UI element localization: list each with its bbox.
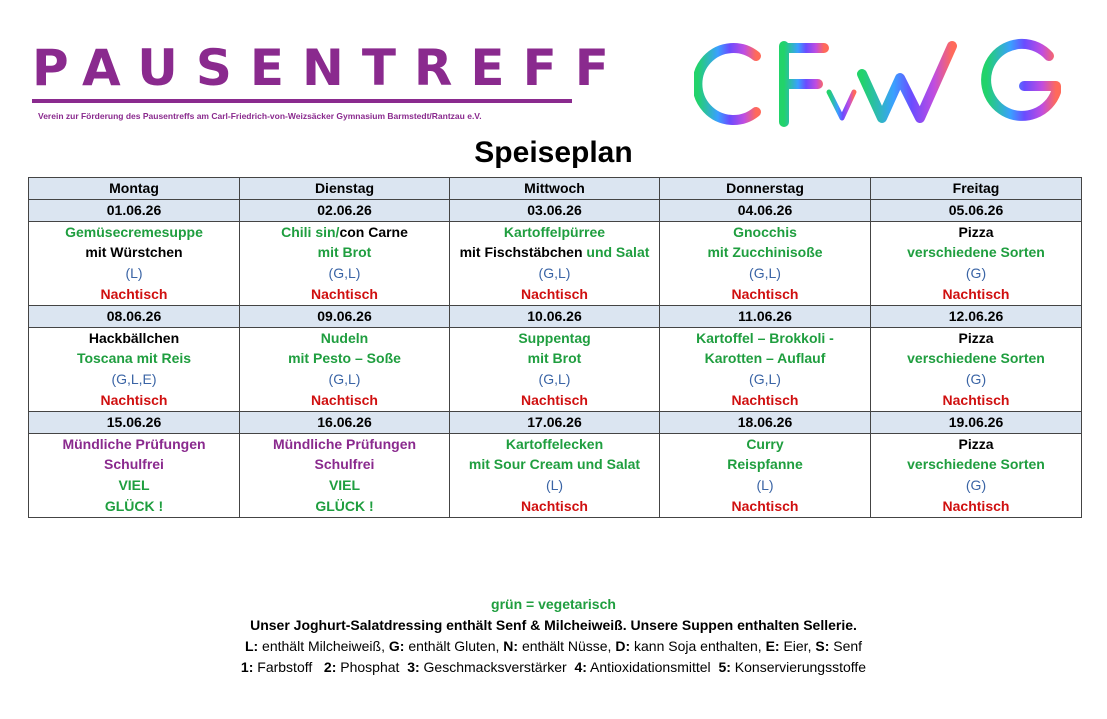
meal-plan-table	[28, 177, 1082, 518]
date-row	[29, 199, 1082, 221]
meal-cell	[240, 327, 450, 348]
date-cell: 19.06.26	[871, 411, 1082, 433]
meal-line-row	[29, 221, 1082, 242]
meal-text: (G,L)	[538, 371, 571, 388]
meal-line-row	[29, 327, 1082, 348]
date-cell: 18.06.26	[660, 411, 871, 433]
legend-value: Konservierungsstoffe	[730, 659, 867, 675]
meal-text: mit Würstchen	[85, 244, 183, 261]
meal-cell	[450, 390, 660, 411]
legend-value: Antioxidationsmittel	[586, 659, 719, 675]
meal-cell	[29, 496, 240, 517]
meal-cell	[871, 327, 1082, 348]
meal-cell	[871, 348, 1082, 369]
meal-cell	[450, 284, 660, 305]
meal-text: (L)	[545, 477, 564, 494]
meal-cell	[660, 433, 871, 454]
legend-key: L:	[244, 638, 259, 654]
meal-cell	[450, 221, 660, 242]
meal-cell	[871, 496, 1082, 517]
meal-cell	[29, 284, 240, 305]
meal-cell	[29, 242, 240, 263]
brand-header	[32, 38, 627, 121]
meal-cell	[660, 496, 871, 517]
date-cell: 05.06.26	[871, 199, 1082, 221]
meal-text: verschiedene Sorten	[907, 350, 1045, 367]
meal-text: Nachtisch	[311, 391, 378, 408]
meal-cell	[871, 242, 1082, 263]
meal-text: Suppentag	[518, 329, 591, 346]
date-cell: 02.06.26	[240, 199, 450, 221]
legend-key: 1:	[240, 659, 254, 675]
date-cell: 12.06.26	[871, 305, 1082, 327]
meal-text: mit Pesto – Soße	[288, 350, 401, 367]
meal-text: Nachtisch	[100, 391, 168, 408]
meal-text: Nachtisch	[942, 497, 1010, 514]
brand-underline	[32, 99, 572, 103]
meal-cell	[450, 327, 660, 348]
legend-dressing-note: Unser Joghurt-Salatdressing enthält Senf & Milcheiweiß. Unsere Suppen enthalten Sellerie.	[250, 617, 857, 633]
meal-text: Nachtisch	[521, 497, 588, 514]
weekday-header-row	[29, 178, 1082, 200]
legend-value: Geschmacksverstärker	[419, 659, 575, 675]
meal-text: mit Fischstäbchen	[459, 244, 587, 261]
meal-text: (G,L)	[328, 265, 361, 282]
meal-text: Karotten – Auflauf	[704, 350, 826, 367]
meal-cell	[660, 221, 871, 242]
meal-cell	[29, 454, 240, 475]
legend-value: Farbstoff	[253, 659, 324, 675]
meal-text: Nachtisch	[731, 497, 799, 514]
date-cell: 17.06.26	[450, 411, 660, 433]
meal-cell	[240, 496, 450, 517]
meal-text: mit Brot	[527, 350, 582, 367]
legend-key: 5:	[718, 659, 731, 675]
legend-value: Phosphat	[336, 659, 408, 675]
meal-line-row	[29, 242, 1082, 263]
meal-line-row	[29, 496, 1082, 517]
meal-cell	[240, 242, 450, 263]
meal-cell	[240, 284, 450, 305]
meal-cell	[450, 433, 660, 454]
meal-plan-body	[29, 199, 1082, 517]
meal-text: Kartoffelpürree	[503, 223, 606, 240]
meal-cell	[660, 369, 871, 390]
meal-cell	[29, 263, 240, 284]
meal-cell	[240, 475, 450, 496]
meal-text: Kartoffelecken	[505, 435, 604, 452]
meal-text: verschiedene Sorten	[907, 244, 1045, 261]
legend-key: D:	[615, 638, 631, 654]
meal-cell	[871, 475, 1082, 496]
meal-line-row	[29, 263, 1082, 284]
legend-key: E:	[765, 638, 780, 654]
meal-cell	[660, 475, 871, 496]
meal-text: (L)	[125, 265, 143, 282]
meal-text: (G,L)	[328, 371, 361, 388]
day-header: Donnerstag	[660, 178, 871, 200]
meal-text: Curry	[746, 435, 784, 452]
meal-cell	[29, 221, 240, 242]
legend-key: 2:	[323, 659, 337, 675]
meal-text: Gnocchis	[733, 223, 797, 240]
meal-text: Pizza	[958, 435, 994, 452]
meal-text: Gemüsecremesuppe	[65, 223, 203, 240]
meal-cell	[871, 390, 1082, 411]
meal-line-row	[29, 369, 1082, 390]
meal-cell	[240, 454, 450, 475]
date-cell: 08.06.26	[29, 305, 240, 327]
meal-cell	[660, 327, 871, 348]
meal-line-row	[29, 348, 1082, 369]
meal-text: Nachtisch	[311, 285, 378, 302]
legend-key: 4:	[574, 659, 587, 675]
meal-cell	[871, 433, 1082, 454]
meal-line-row	[29, 454, 1082, 475]
meal-text: mit Brot	[317, 244, 372, 261]
date-row	[29, 305, 1082, 327]
meal-line-row	[29, 284, 1082, 305]
meal-text: (G)	[965, 477, 987, 494]
legend-vegetarian: grün = vegetarisch	[491, 596, 616, 612]
date-cell: 04.06.26	[660, 199, 871, 221]
meal-cell	[450, 454, 660, 475]
meal-text: Pizza	[958, 329, 994, 346]
meal-text: Nachtisch	[942, 285, 1010, 302]
meal-cell	[660, 284, 871, 305]
date-cell: 01.06.26	[29, 199, 240, 221]
legend-key: 3:	[407, 659, 420, 675]
meal-text: VIEL	[118, 477, 150, 494]
meal-line-row	[29, 390, 1082, 411]
meal-text: GLÜCK !	[104, 497, 164, 514]
legend-key: S:	[815, 638, 830, 654]
date-cell: 03.06.26	[450, 199, 660, 221]
day-header: Freitag	[871, 178, 1082, 200]
legend-value: enthält Nüsse,	[518, 638, 616, 654]
meal-text: GLÜCK !	[315, 497, 374, 514]
legend-value: enthält Milcheiweiß,	[258, 638, 389, 654]
meal-text: mit Zucchinisoße	[707, 244, 823, 261]
legend-key: N:	[503, 638, 519, 654]
meal-text: Schulfrei	[314, 456, 375, 473]
meal-cell	[29, 475, 240, 496]
meal-text: Nachtisch	[521, 285, 588, 302]
meal-cell	[240, 369, 450, 390]
legend-key: G:	[388, 638, 405, 654]
meal-cell	[660, 454, 871, 475]
date-cell: 10.06.26	[450, 305, 660, 327]
meal-cell	[871, 221, 1082, 242]
meal-text: und Salat	[586, 244, 650, 261]
meal-cell	[871, 263, 1082, 284]
meal-text: (G,L)	[749, 265, 781, 282]
day-header: Montag	[29, 178, 240, 200]
date-row	[29, 411, 1082, 433]
meal-cell	[871, 369, 1082, 390]
legend-value: kann Soja enthalten,	[630, 638, 766, 654]
meal-text: (G)	[965, 371, 987, 388]
meal-text: Nachtisch	[521, 391, 588, 408]
meal-cell	[871, 454, 1082, 475]
meal-text: VIEL	[328, 477, 361, 494]
meal-text: Nachtisch	[100, 285, 168, 302]
meal-text: Reispfanne	[727, 456, 803, 473]
meal-text: verschiedene Sorten	[907, 456, 1045, 473]
meal-cell	[29, 390, 240, 411]
meal-line-row	[29, 475, 1082, 496]
meal-text: Nachtisch	[731, 391, 799, 408]
meal-text: con Carne	[339, 223, 408, 240]
page-title: Speiseplan	[474, 136, 633, 169]
legend-additives	[0, 657, 1107, 678]
brand-subtitle: Verein zur Förderung des Pausentreffs am Carl-Friedrich-von-Weizsäcker Gymnasium Barmstedt/Rantzau e.V.	[38, 111, 482, 121]
date-cell: 16.06.26	[240, 411, 450, 433]
meal-cell	[240, 221, 450, 242]
meal-cell	[29, 369, 240, 390]
brand-title: PAUSENTREFF	[32, 39, 627, 97]
date-cell: 15.06.26	[29, 411, 240, 433]
meal-text: (G,L)	[538, 265, 571, 282]
meal-cell	[660, 390, 871, 411]
meal-text: Chili sin/	[281, 223, 340, 240]
meal-cell	[450, 348, 660, 369]
meal-cell	[240, 433, 450, 454]
day-header: Mittwoch	[450, 178, 660, 200]
meal-cell	[240, 263, 450, 284]
legend	[0, 594, 1107, 678]
meal-cell	[450, 242, 660, 263]
meal-cell	[29, 433, 240, 454]
meal-text: Nachtisch	[731, 285, 799, 302]
meal-cell	[29, 348, 240, 369]
meal-cell	[240, 390, 450, 411]
meal-cell	[29, 327, 240, 348]
legend-value: enthält Gluten,	[404, 638, 504, 654]
meal-text: Kartoffel – Brokkoli -	[696, 329, 834, 346]
meal-text: mit Sour Cream und Salat	[468, 456, 641, 473]
date-cell: 09.06.26	[240, 305, 450, 327]
meal-text: (G,L)	[749, 371, 781, 388]
meal-cell	[660, 242, 871, 263]
meal-cell	[660, 348, 871, 369]
meal-cell	[660, 263, 871, 284]
meal-text: (G)	[965, 265, 987, 282]
school-logo	[694, 34, 1064, 134]
meal-text: Nudeln	[320, 329, 369, 346]
meal-cell	[871, 284, 1082, 305]
day-header: Dienstag	[240, 178, 450, 200]
meal-text: Mündliche Prüfungen	[62, 435, 206, 452]
meal-text: (L)	[756, 477, 774, 494]
meal-text: Nachtisch	[942, 391, 1010, 408]
meal-text: Pizza	[958, 223, 994, 240]
meal-line-row	[29, 433, 1082, 454]
legend-value: Senf	[829, 638, 863, 654]
meal-cell	[450, 475, 660, 496]
meal-cell	[450, 263, 660, 284]
meal-cell	[450, 496, 660, 517]
meal-text: Hackbällchen	[88, 329, 180, 346]
legend-value: Eier,	[779, 638, 816, 654]
meal-text: Mündliche Prüfungen	[272, 435, 417, 452]
meal-text: Toscana mit Reis	[76, 350, 192, 367]
meal-cell	[450, 369, 660, 390]
meal-text: Schulfrei	[104, 456, 164, 473]
date-cell: 11.06.26	[660, 305, 871, 327]
legend-allergens	[0, 636, 1107, 657]
meal-cell	[240, 348, 450, 369]
meal-text: (G,L,E)	[111, 371, 157, 388]
